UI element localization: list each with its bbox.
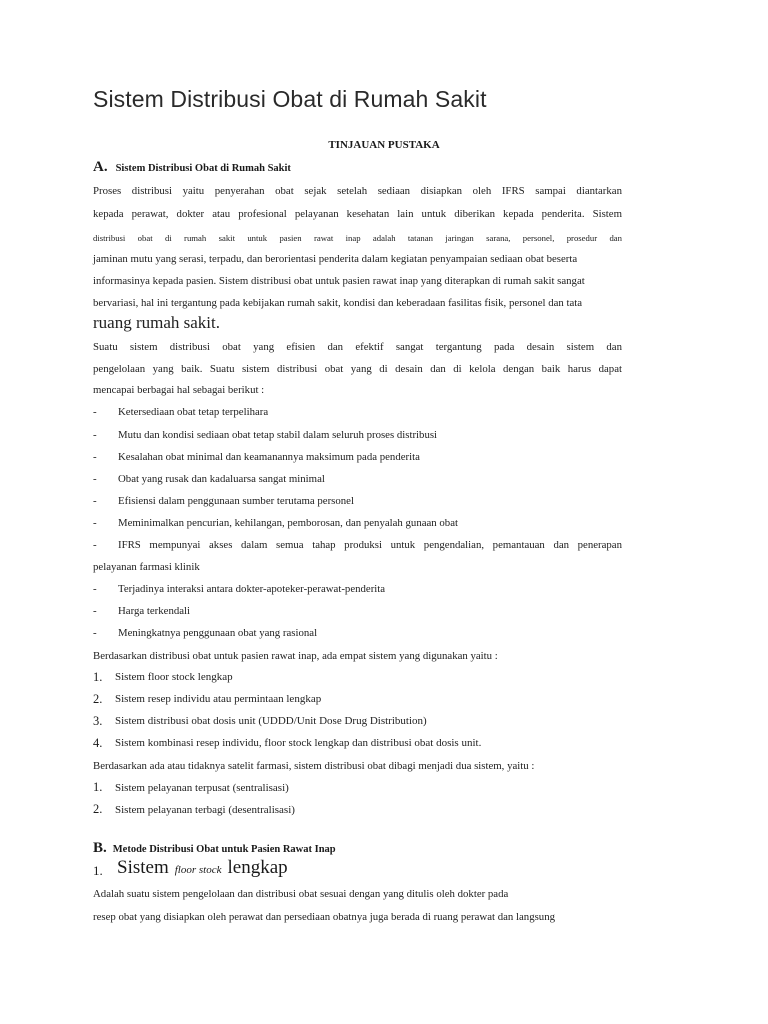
bullet-item: Terjadinya interaksi antara dokter-apoteker-perawat-penderita	[118, 583, 386, 595]
list-item: Sistem pelayanan terpusat (sentralisasi)	[115, 782, 289, 794]
section-a-heading	[93, 159, 291, 176]
bullet-item: Harga terkendali	[118, 605, 191, 617]
subsection-heading	[117, 857, 288, 879]
list-item: Sistem floor stock lengkap	[115, 671, 233, 683]
list-number: 2.	[93, 802, 103, 816]
list-item: Sistem resep individu atau permintaan lengkap	[115, 693, 322, 705]
bullet-item: Ketersediaan obat tetap terpelihara	[118, 406, 269, 418]
bullet-continuation: pelayanan farmasi klinik	[93, 561, 200, 573]
bullet-dash: -	[93, 495, 97, 507]
bullet-dash: -	[93, 627, 97, 639]
bullet-dash: -	[93, 429, 97, 441]
satellite-intro: Berdasarkan ada atau tidaknya satelit farmasi, sistem distribusi obat dibagi menjadi dua sistem, yaitu :	[93, 760, 535, 772]
section-a-title: Sistem Distribusi Obat di Rumah Sakit	[115, 163, 291, 174]
systems-intro: Berdasarkan distribusi obat untuk pasien rawat inap, ada empat sistem yang digunakan yaitu :	[93, 650, 498, 662]
list-item: Sistem pelayanan terbagi (desentralisasi)	[115, 804, 295, 816]
para1-line-3: distribusi obat di rumah sakit untuk pasien rawat inap adalah tatanan jaringan sarana, personel, prosedur dan	[93, 233, 622, 243]
bullet-item: Meminimalkan pencurian, kehilangan, pemborosan, dan penyalah gunaan obat	[118, 517, 458, 529]
subsection-word: lengkap	[227, 857, 288, 878]
bullet-item: IFRS mempunyai akses dalam semua tahap produksi untuk pengendalian, pemantauan dan penerapan	[118, 539, 622, 551]
bullet-dash: -	[93, 517, 97, 529]
subsection-italic: floor stock	[174, 864, 222, 876]
section-a-letter: A.	[93, 159, 108, 175]
section-b-line-2: resep obat yang disiapkan oleh perawat dan persediaan obatnya juga berada di ruang perawat dan langsung	[93, 911, 555, 923]
para1-line-5: informasinya kepada pasien. Sistem distribusi obat untuk pasien rawat inap yang diterapkan di rumah sakit sangat	[93, 275, 585, 287]
subsection-number: 1.	[93, 863, 103, 878]
list-item: Sistem distribusi obat dosis unit (UDDD/Unit Dose Drug Distribution)	[115, 715, 427, 727]
para1-line-1: Proses distribusi yaitu penyerahan obat sejak setelah sediaan disiapkan oleh IFRS sampai diantarkan	[93, 185, 622, 197]
list-number: 3.	[93, 714, 103, 728]
bullet-item: Efisiensi dalam penggunaan sumber terutama personel	[118, 495, 354, 507]
para2-line-2: pengelolaan yang baik. Suatu sistem distribusi obat yang di desain dan di kelola dengan baik harus dapat	[93, 363, 622, 375]
list-number: 2.	[93, 692, 103, 706]
document-title: Sistem Distribusi Obat di Rumah Sakit	[93, 86, 487, 112]
bullet-item: Obat yang rusak dan kadaluarsa sangat minimal	[118, 473, 325, 485]
bullet-dash: -	[93, 406, 97, 418]
list-number: 1.	[93, 670, 103, 684]
bullet-dash: -	[93, 473, 97, 485]
section-b-title: Metode Distribusi Obat untuk Pasien Rawat Inap	[112, 844, 336, 855]
bullet-item: Mutu dan kondisi sediaan obat tetap stabil dalam seluruh proses distribusi	[118, 429, 438, 441]
para2-line-1: Suatu sistem distribusi obat yang efisien dan efektif sangat tergantung pada desain sistem dan	[93, 341, 622, 353]
section-b-line-1: Adalah suatu sistem pengelolaan dan distribusi obat sesuai dengan yang ditulis oleh dokter pada	[93, 888, 509, 900]
subsection-word: Sistem	[117, 857, 169, 878]
bullet-dash: -	[93, 605, 97, 617]
bullet-dash: -	[93, 583, 97, 595]
list-item: Sistem kombinasi resep individu, floor stock lengkap dan distribusi obat dosis unit.	[115, 737, 482, 749]
list-number: 4.	[93, 736, 103, 750]
section-b-letter: B.	[93, 840, 107, 856]
bullet-item: Meningkatnya penggunaan obat yang rasional	[118, 627, 318, 639]
para1-line-6: bervariasi, hal ini tergantung pada kebijakan rumah sakit, kondisi dan keberadaan fasilitas fisik, personel dan tata	[93, 297, 583, 309]
para2-line-3: mencapai berbagai hal sebagai berikut :	[93, 384, 265, 396]
para1-line-4: jaminan mutu yang serasi, terpadu, dan berorientasi penderita dalam kegiatan penyampaian sediaan obat beserta	[93, 253, 578, 265]
bullet-dash: -	[93, 451, 97, 463]
section-heading: TINJAUAN PUSTAKA	[328, 139, 440, 151]
section-b-heading	[93, 840, 336, 857]
para1-line-2: kepada perawat, dokter atau profesional pelayanan kesehatan lain untuk diberikan kepada penderita. Sistem	[93, 208, 622, 220]
bullet-dash: -	[93, 539, 97, 551]
list-number: 1.	[93, 780, 103, 794]
para1-tail: ruang rumah sakit.	[93, 313, 220, 332]
bullet-item: Kesalahan obat minimal dan keamanannya maksimum pada penderita	[118, 451, 420, 463]
